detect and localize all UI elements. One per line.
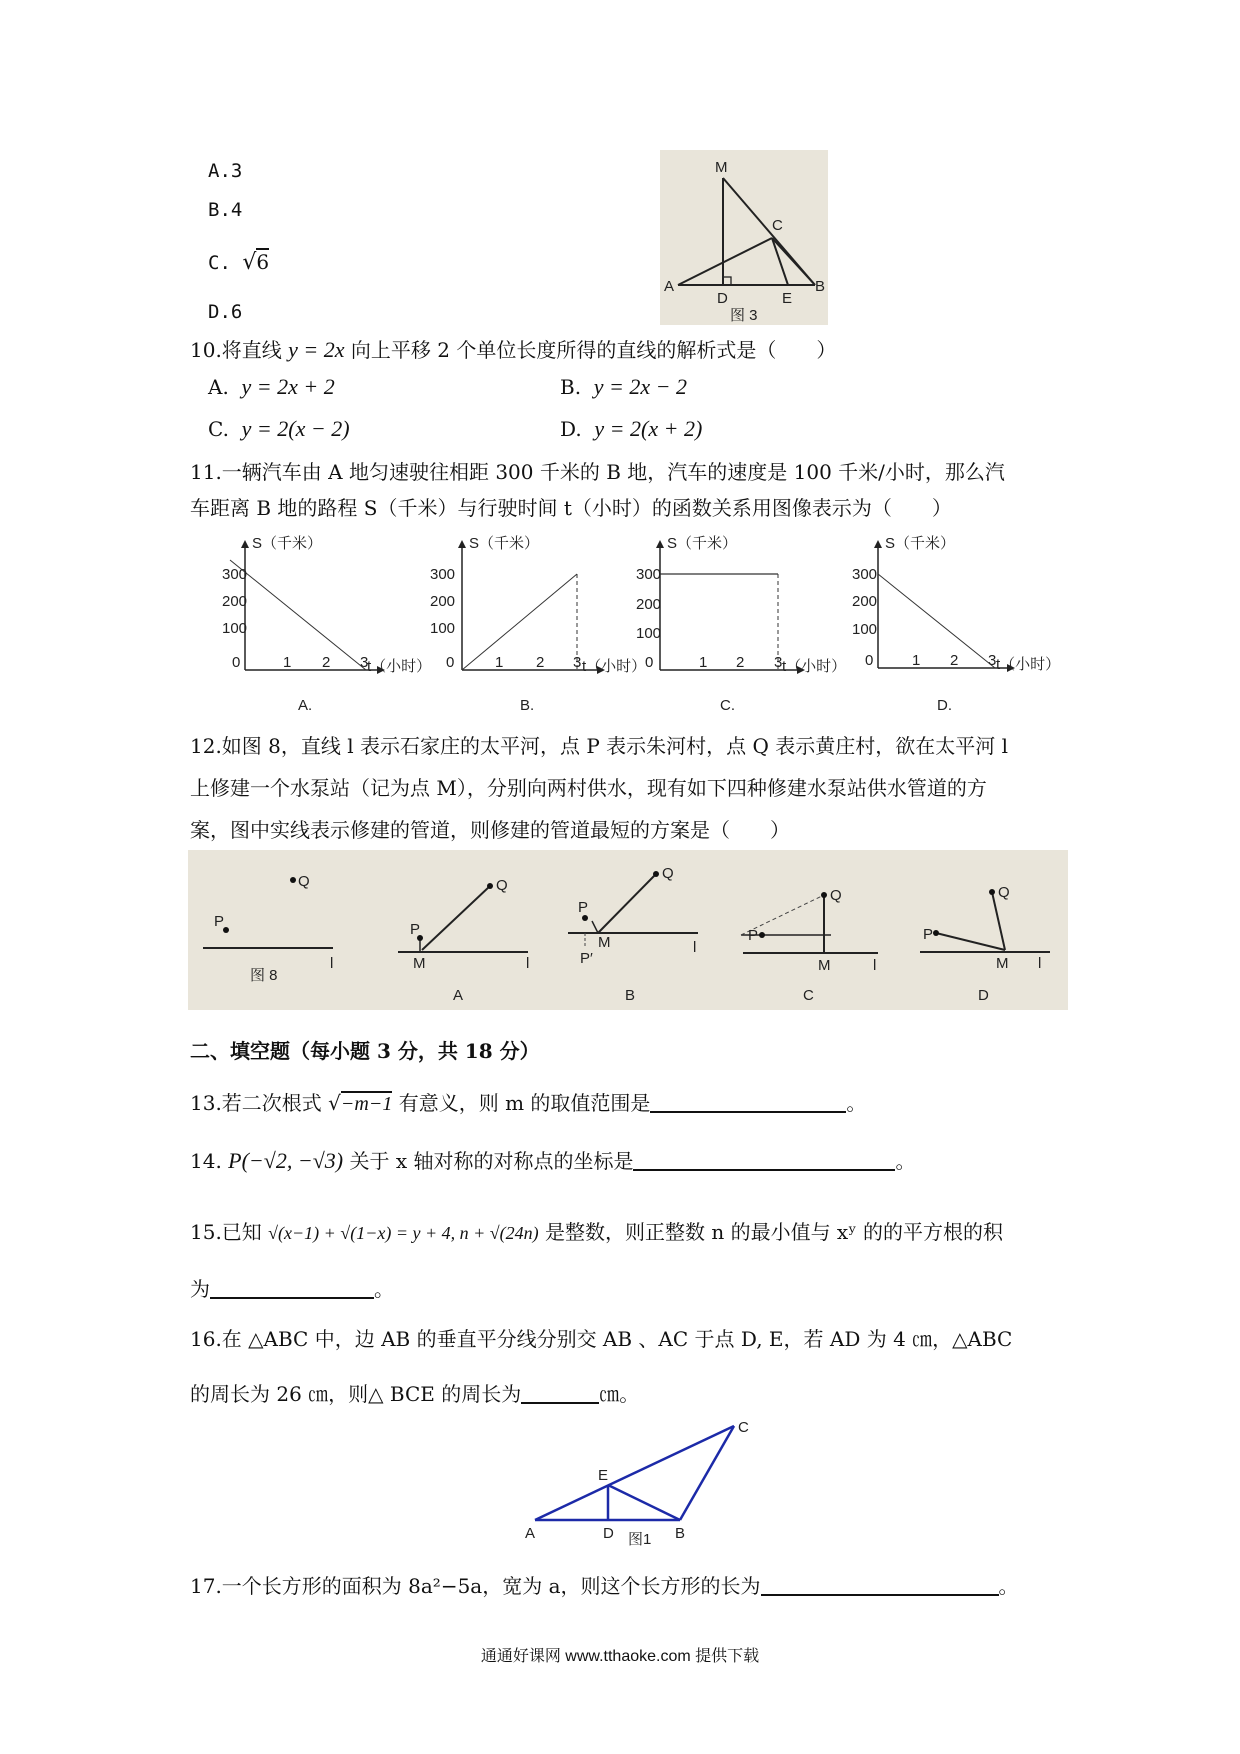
graph-a-xtick-0: 0 [232, 654, 241, 671]
panel-b-line-l: l [693, 939, 697, 956]
panel-c-point-p: P [748, 927, 759, 944]
q15-equation: √(x−1) + √(1−x) = y + 4, n + √(24n) [268, 1223, 539, 1243]
graph-b-xtick-2: 2 [536, 654, 545, 671]
graph-d-ytick-100: 100 [852, 621, 878, 638]
q16-answer-blank[interactable] [521, 1382, 599, 1404]
panel-a-point-m: M [413, 955, 426, 972]
panel-d-point-p: P [923, 926, 934, 943]
q10-stem [190, 337, 836, 363]
panel-a-line-l: l [526, 955, 530, 972]
panel-d-line-l: l [1038, 955, 1042, 972]
graph-d-xtick-1: 1 [912, 652, 921, 669]
graph-a-ytick-100: 100 [222, 620, 248, 637]
fig3-point-e: E [782, 290, 793, 307]
graph-b-xtick-1: 1 [495, 654, 504, 671]
panel-c-point-q: Q [830, 887, 842, 904]
panel-c-caption: C [803, 987, 814, 1004]
graph-b-ylabel: S（千米） [469, 535, 540, 552]
fig1-point-b: B [675, 1525, 686, 1542]
q9-option-c [208, 250, 269, 275]
panel-c-line-l: l [873, 957, 877, 974]
section-2-heading: 二、填空题（每小题 3 分，共 18 分） [190, 1039, 540, 1063]
graph-a-xtick-3: 3 [360, 654, 369, 671]
page-footer: 通通好课网 www.tthaoke.com 提供下载 [480, 1648, 760, 1665]
sqrt-sign: √ [242, 250, 257, 275]
q9-option-c-label: C. [208, 252, 231, 274]
fig1-caption: 图1 [628, 1531, 652, 1548]
fig1-point-e: E [598, 1467, 609, 1484]
fig3-caption: 图 3 [730, 307, 758, 324]
q17-answer-blank[interactable] [761, 1574, 999, 1596]
graph-d-xtick-0: 0 [865, 652, 874, 669]
panel-a-point-q: Q [496, 877, 508, 894]
graph-d-label: D. [937, 697, 952, 714]
figure-8-svg [188, 850, 1068, 1010]
figure-8-photo [188, 850, 1068, 1010]
q11-graph-d [852, 535, 1060, 714]
graph-d-ylabel: S（千米） [885, 535, 956, 552]
q10-option-b-expr: y = 2x − 2 [593, 374, 688, 399]
q17-text: 17.一个长方形的面积为 8a²−5a，宽为 a，则这个长方形的长为 [190, 1574, 761, 1598]
fig8-caption: 图 8 [250, 967, 278, 984]
graph-a-label: A. [298, 697, 313, 714]
q11-graph-a [222, 535, 431, 714]
q15-line2 [190, 1276, 394, 1302]
q13-pre: 13.若二次根式 [190, 1091, 322, 1115]
q16-line2 [190, 1381, 639, 1407]
sqrt-sign: √ [328, 1091, 341, 1115]
q10-text2: 向上平移 2 个单位长度所得的直线的解析式是（ ） [350, 338, 837, 362]
graph-b-ytick-100: 100 [430, 620, 456, 637]
q12-line2: 上修建一个水泵站（记为点 M），分别向两村供水，现有如下四种修建水泵站供水管道的方 [190, 776, 987, 800]
q10-text: 10.将直线 [190, 338, 282, 362]
graph-a-ytick-200: 200 [222, 593, 248, 610]
q15-post: 是整数，则正整数 n 的最小值与 xʸ 的的平方根的积 [544, 1220, 1004, 1244]
q10-option-a-letter: A. [208, 375, 229, 399]
q14-pre: 14. [190, 1149, 222, 1173]
q11-graph-c [636, 535, 846, 714]
graph-a-xlabel: t（小时） [367, 658, 432, 675]
graph-c-ytick-100: 100 [636, 625, 662, 642]
fig3-point-c: C [772, 217, 783, 234]
graph-a-xtick-1: 1 [283, 654, 292, 671]
fig3-point-a: A [664, 278, 675, 295]
q9-option-a: A.3 [208, 160, 243, 182]
graph-c-xtick-0: 0 [645, 654, 654, 671]
q15-end: 。 [374, 1277, 394, 1301]
fig8-point-q: Q [298, 873, 310, 890]
panel-b-caption: B [625, 987, 636, 1004]
panel-b-point-p: P [578, 899, 589, 916]
graph-a-xtick-2: 2 [322, 654, 331, 671]
panel-b-point-q: Q [662, 865, 674, 882]
graph-b-ytick-300: 300 [430, 566, 456, 583]
graph-d-xtick-3: 3 [988, 652, 997, 669]
q14-post: 关于 x 轴对称的对称点的坐标是 [349, 1149, 634, 1173]
panel-a-caption: A [453, 987, 464, 1004]
fig8-point-p: P [214, 913, 225, 930]
fig1-point-c: C [738, 1419, 749, 1436]
q16-line2-end: ㎝。 [599, 1382, 640, 1406]
q11-line2: 车距离 B 地的路程 S（千米）与行驶时间 t（小时）的函数关系用图像表示为（ ） [190, 496, 952, 520]
q15-line1 [190, 1219, 1003, 1246]
graph-b-ytick-200: 200 [430, 593, 456, 610]
q13-radicand: −m−1 [340, 1093, 393, 1115]
q11-graphs [190, 530, 1090, 720]
graph-a-ylabel: S（千米） [252, 535, 323, 552]
graph-c-ytick-200: 200 [636, 596, 662, 613]
q12-line1: 12.如图 8，直线 l 表示石家庄的太平河，点 P 表示朱河村，点 Q 表示黄庄村，欲在太平河 l [190, 734, 1009, 758]
graph-d-xlabel: t（小时） [996, 656, 1061, 673]
graph-d-xtick-2: 2 [950, 652, 959, 669]
q10-option-a [208, 374, 335, 400]
graph-c-xlabel: t（小时） [782, 658, 847, 675]
q9-option-c-radicand: 6 [256, 250, 270, 274]
q10-option-c-expr: y = 2(x − 2) [241, 416, 350, 441]
q16-line1: 16.在 △ABC 中，边 AB 的垂直平分线分别交 AB 、AC 于点 D, E，若 AD 为 4 ㎝，△ABC [190, 1327, 1013, 1351]
q14-end: 。 [895, 1149, 916, 1173]
panel-b-point-p-prime: P′ [580, 950, 593, 967]
graph-b-xtick-0: 0 [446, 654, 455, 671]
graph-d-ytick-300: 300 [852, 566, 878, 583]
q17-end: 。 [998, 1574, 1019, 1598]
q9-option-d: D.6 [208, 301, 243, 323]
q13-answer-blank[interactable] [650, 1091, 846, 1113]
graph-c-label: C. [720, 697, 735, 714]
q9-option-b: B.4 [208, 199, 243, 221]
q13-post: 有意义，则 m 的取值范围是 [398, 1091, 651, 1115]
figure-3 [660, 150, 828, 325]
q10-option-d-letter: D. [560, 417, 582, 441]
panel-c-point-m: M [818, 957, 831, 974]
q15-answer-blank[interactable] [210, 1277, 374, 1299]
q17 [190, 1573, 1019, 1599]
q11-graph-b [430, 535, 646, 714]
graph-c-xtick-3: 3 [774, 654, 783, 671]
graph-c-ytick-300: 300 [636, 566, 662, 583]
fig1-point-a: A [525, 1525, 536, 1542]
q10-option-b [560, 374, 687, 400]
graph-c-xtick-1: 1 [699, 654, 708, 671]
graph-c-ylabel: S（千米） [667, 535, 738, 552]
q15-line2-text: 为 [190, 1277, 210, 1301]
panel-a-point-p: P [410, 921, 421, 938]
graph-b-xtick-3: 3 [573, 654, 582, 671]
panel-d-point-m: M [996, 955, 1009, 972]
q10-option-d [560, 416, 702, 442]
graph-a-ytick-300: 300 [222, 566, 248, 583]
q14 [190, 1148, 915, 1174]
fig3-point-d: D [717, 290, 728, 307]
q12-line3: 案，图中实线表示修建的管道，则修建的管道最短的方案是（ ） [190, 818, 790, 842]
fig8-line-l: l [330, 955, 334, 972]
figure-3-svg [660, 150, 828, 325]
q10-option-d-expr: y = 2(x + 2) [594, 416, 703, 441]
q10-option-a-expr: y = 2x + 2 [241, 374, 335, 399]
q10-equation: y = 2x [288, 337, 345, 362]
graph-c-xtick-2: 2 [736, 654, 745, 671]
graph-b-label: B. [520, 697, 535, 714]
q10-option-b-letter: B. [560, 375, 582, 399]
q13 [190, 1090, 866, 1117]
q10-option-c [208, 416, 350, 442]
fig1-point-d: D [603, 1525, 614, 1542]
panel-d-point-q: Q [998, 884, 1010, 901]
q10-option-c-letter: C. [208, 417, 229, 441]
q14-point: P(−√2, −√3) [228, 1148, 344, 1173]
graph-b-xlabel: t（小时） [582, 658, 647, 675]
panel-b-point-m: M [598, 934, 611, 951]
fig3-point-b: B [815, 278, 826, 295]
panel-d-caption: D [978, 987, 989, 1004]
figure-1 [520, 1418, 760, 1548]
graph-d-ytick-200: 200 [852, 593, 878, 610]
q14-answer-blank[interactable] [633, 1149, 895, 1171]
fig3-point-m: M [715, 159, 728, 176]
q16-line2-pre: 的周长为 26 ㎝，则△ BCE 的周长为 [190, 1382, 522, 1406]
q15-pre: 15.已知 [190, 1220, 262, 1244]
q11-line1: 11.一辆汽车由 A 地匀速驶往相距 300 千米的 B 地，汽车的速度是 100 千米/小时，那么汽 [190, 460, 1005, 484]
q13-end: 。 [846, 1091, 867, 1115]
